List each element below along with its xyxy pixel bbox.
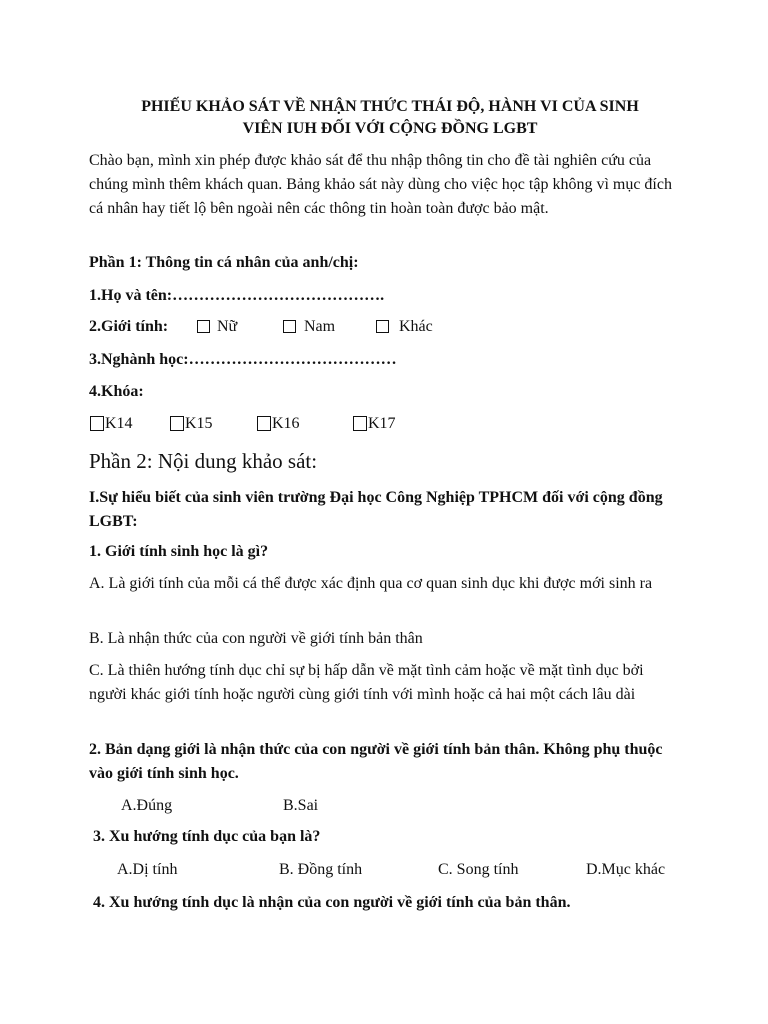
cohort-option-k14: K14: [105, 415, 133, 432]
q1-option-b[interactable]: B. Là nhận thức của con người về giới tính bản thân: [89, 630, 423, 647]
q1-option-a[interactable]: A. Là giới tính của mỗi cá thể được xác định qua cơ quan sinh dục khi được mới sinh ra: [89, 575, 653, 592]
section-title: I.Sự hiểu biết của sinh viên trường Đại học Công Nghiệp TPHCM đối với cộng đồng LGBT:: [89, 489, 663, 530]
gender-checkbox-female[interactable]: [197, 320, 210, 333]
cohort-checkbox-k17[interactable]: [353, 416, 367, 431]
major-field[interactable]: 3.Nghành học:…………………………………: [89, 351, 397, 368]
name-field[interactable]: 1.Họ và tên:………………………………….: [89, 287, 385, 304]
q3-option-d[interactable]: D.Mục khác: [586, 861, 666, 878]
question-2: 2. Bản dạng giới là nhận thức của con người về giới tính bản thân. Không phụ thuộc vào giới tính sinh học.: [89, 741, 663, 782]
cohort-option-k16: K16: [272, 415, 300, 432]
intro-paragraph: Chào bạn, mình xin phép được khảo sát để thu nhập thông tin cho đề tài nghiên cứu của chúng mình thêm khách quan. Bảng khảo sát này dùng cho việc học tập không vì mục đích cá nhân hay tiết lộ bên ngoài nên các thông tin hoàn toàn được bảo mật.: [89, 152, 672, 217]
cohort-checkbox-k16[interactable]: [257, 416, 271, 431]
q1-option-c[interactable]: C. Là thiên hướng tính dục chỉ sự bị hấp dẫn về mặt tình cảm hoặc về mặt tình dục bởi người khác giới tính hoặc người cùng giới tính với mình hoặc cả hai một cách lâu dài: [89, 662, 644, 703]
cohort-checkbox-k15[interactable]: [170, 416, 184, 431]
part1-heading: Phần 1: Thông tin cá nhân của anh/chị:: [89, 254, 359, 271]
gender-option-male: Nam: [304, 318, 336, 335]
q2-option-a[interactable]: A.Đúng: [121, 797, 173, 814]
q3-option-b[interactable]: B. Đồng tính: [279, 861, 363, 878]
gender-option-female: Nữ: [217, 318, 238, 335]
cohort-label: 4.Khóa:: [89, 383, 144, 400]
q3-option-c[interactable]: C. Song tính: [438, 861, 519, 878]
gender-label: 2.Giới tính:: [89, 318, 169, 335]
cohort-option-k15: K15: [185, 415, 213, 432]
question-1: 1. Giới tính sinh học là gì?: [89, 543, 269, 560]
q3-option-a[interactable]: A.Dị tính: [117, 861, 178, 878]
survey-title-line-2: VIÊN IUH ĐỐI VỚI CỘNG ĐỒNG LGBT: [242, 120, 538, 137]
gender-option-other: Khác: [399, 318, 433, 335]
gender-checkbox-male[interactable]: [283, 320, 296, 333]
gender-checkbox-other[interactable]: [376, 320, 389, 333]
survey-title-line-1: PHIẾU KHẢO SÁT VỀ NHẬN THỨC THÁI ĐỘ, HÀNH VI CỦA SINH: [141, 98, 639, 115]
q2-option-b[interactable]: B.Sai: [283, 797, 319, 814]
question-4: 4. Xu hướng tính dục là nhận của con người về giới tính của bản thân.: [93, 894, 571, 911]
cohort-checkbox-k14[interactable]: [90, 416, 104, 431]
question-3: 3. Xu hướng tính dục của bạn là?: [93, 828, 321, 845]
part2-heading: Phần 2: Nội dung khảo sát:: [89, 449, 318, 473]
cohort-option-k17: K17: [368, 415, 396, 432]
